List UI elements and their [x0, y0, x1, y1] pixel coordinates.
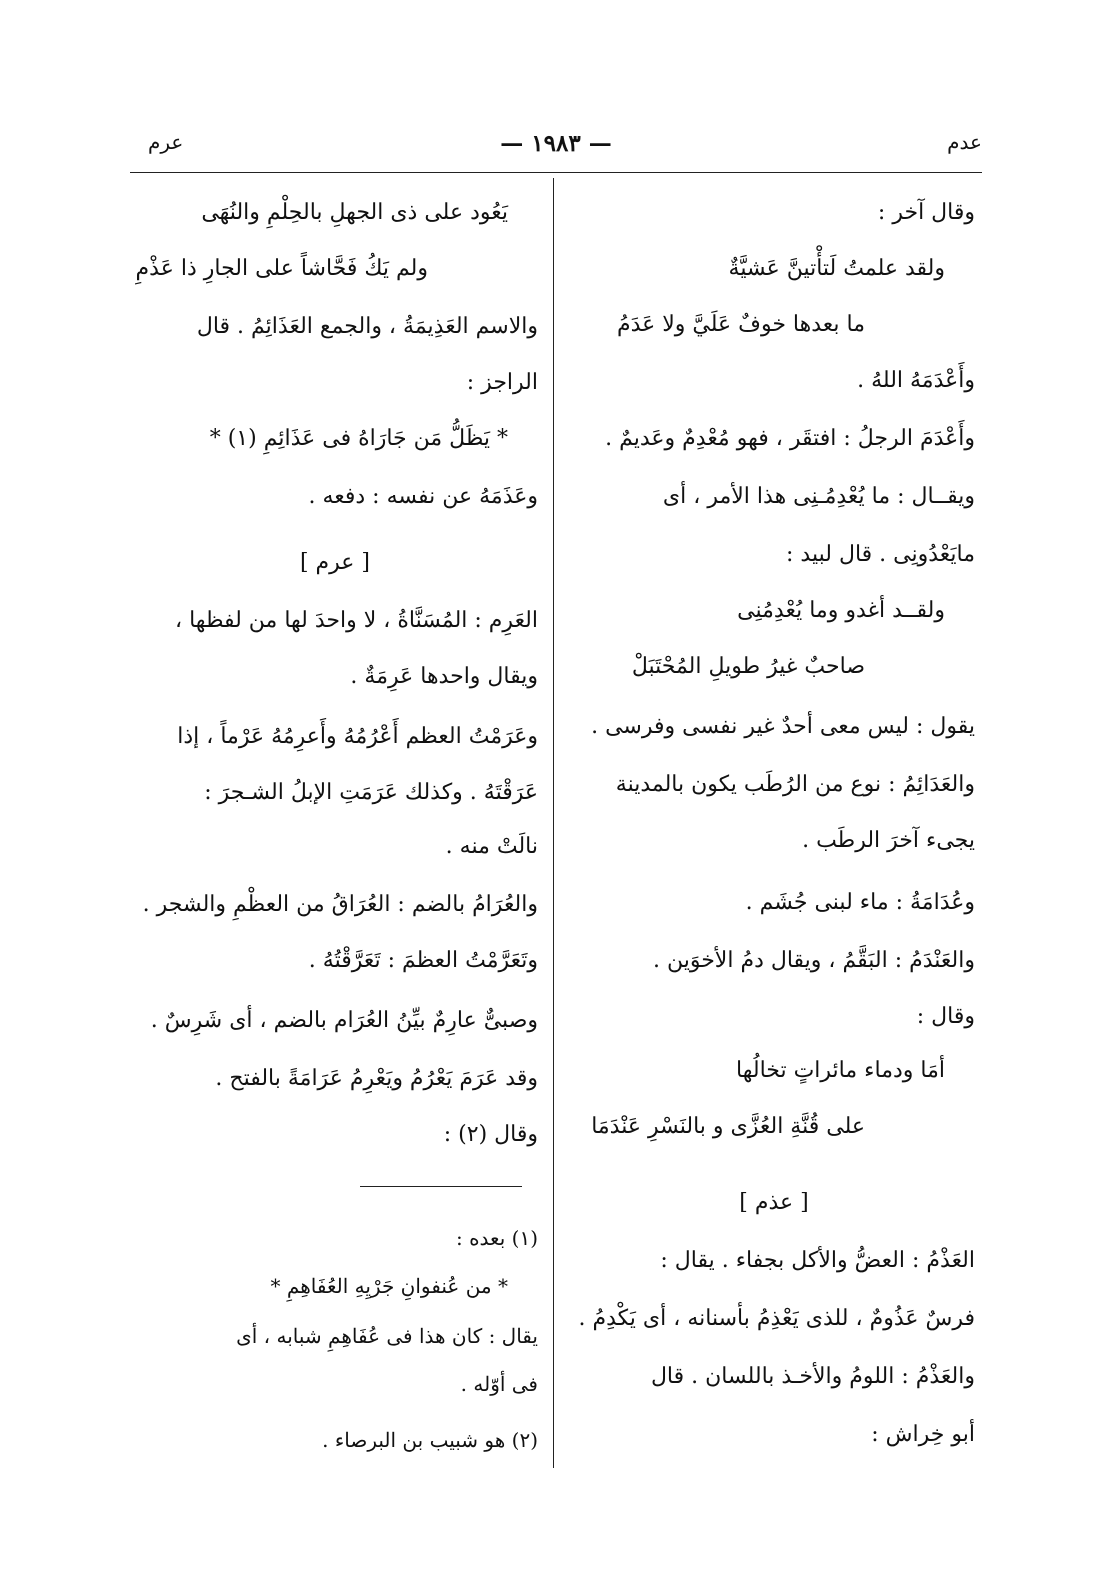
- footnote-line: (١) بعده :: [455, 1226, 538, 1250]
- text-line: العَذْمُ : العضُّ والأكل بجفاء . يقال :: [660, 1248, 975, 1273]
- text-line: فرسٌ عَذُومٌ ، للذى يَعْذِمُ بأسنانه ، أى يَكْدِمُ .: [578, 1306, 975, 1331]
- text-line: نالَتْ منه .: [445, 834, 538, 859]
- text-line: وقال (٢) :: [443, 1122, 538, 1147]
- text-line: والعُرَامُ بالضم : العُرَاقُ من العظْمِ والشجر .: [142, 892, 538, 917]
- section-heading: [ عذم ]: [739, 1190, 809, 1215]
- footnote-rule: [360, 1186, 522, 1187]
- verse-line: ولقــد أغدو وما يُعْدِمُنِى: [737, 598, 945, 623]
- footnote-line: فى أوّله .: [460, 1372, 538, 1396]
- text-line: والعَذْمُ : اللومُ والأخـذ باللسان . قال: [650, 1364, 975, 1389]
- header-left-word: عرم: [148, 130, 184, 154]
- text-line: يقول : ليس معى أحدٌ غير نفسى وفرسى .: [591, 714, 975, 739]
- verse-line: ما بعدها خوفٌ عَلَيَّ ولا عَدَمُ: [616, 312, 865, 337]
- text-line: والاسم العَذِيمَةُ ، والجمع العَذَائِمُ . قال: [196, 314, 538, 339]
- verse-line: ولقد علمتُ لَتأْتينَّ عَشيَّةٌ: [728, 256, 945, 281]
- section-heading: [ عرم ]: [299, 550, 371, 575]
- text-line: أبو خِراش :: [871, 1422, 975, 1447]
- verse-line: على قُنَّةِ العُزَّى و بالنَسْرِ عَنْدَمَا: [591, 1114, 865, 1139]
- text-line: مايَعْدُونِى . قال لبيد :: [786, 542, 975, 567]
- header-rule: [130, 172, 982, 173]
- text-line: وقال آخر :: [877, 200, 975, 225]
- verse-line: أمَا ودماء مائراتٍ تخالُها: [736, 1058, 945, 1083]
- text-line: وأَعْدَمَهُ اللهُ .: [857, 368, 975, 393]
- text-line: والعَنْدَمُ : البَقَّمُ ، ويقال دمُ الأخوَين .: [652, 948, 975, 973]
- footnote-line: * من عُنفوانِ جَرْيِهِ العُفَاهِمِ *: [270, 1274, 508, 1298]
- text-line: وعَرَمْتُ العظم أَعْرُمُهُ وأَعرِمُهُ عَرْماً ، إذا: [177, 724, 538, 749]
- text-line: وعُدَامَةُ : ماء لبنى جُشَم .: [745, 890, 975, 915]
- text-line: وأَعْدَمَ الرجلُ : افتقَر ، فهو مُعْدِمٌ وعَديمٌ .: [605, 426, 975, 451]
- text-line: عَرَقْتَهُ . وكذلك عَرَمَتِ الإبلُ الشـجرَ :: [204, 780, 538, 805]
- text-line: وصبىٌّ عارِمٌ بيِّنُ العُرَام بالضم ، أى شَرِسٌ .: [150, 1008, 538, 1033]
- verse-line: * يَظَلُّ مَن جَارَاهُ فى عَذَائِمِ (١) *: [209, 426, 508, 451]
- page-header: [130, 130, 982, 166]
- verse-line: صاحبٌ غيرُ طويلِ المُحْتَبَلْ: [631, 654, 865, 679]
- text-line: يجىء آخرَ الرطَب .: [802, 828, 975, 853]
- text-line: ويقــال : ما يُعْدِمُـنِى هذا الأمر ، أى: [662, 484, 975, 509]
- text-line: والعَدَائِمُ : نوع من الرُطَب يكون بالمدينة: [615, 772, 975, 797]
- text-line: ويقال واحدها عَرِمَةٌ .: [350, 664, 538, 689]
- text-line: وتَعَرَّمْتُ العظمَ : تَعَرَّقْتُهُ .: [308, 948, 538, 973]
- verse-line: يَعُود على ذى الجهلِ بالحِلْمِ والنُهَى: [201, 200, 508, 225]
- footnote-line: يقال : كان هذا فى عُفَاهِمِ شبابه ، أى: [236, 1324, 538, 1348]
- text-line: العَرِم : المُسَنَّاةُ ، لا واحدَ لها من لفظها ،: [175, 608, 538, 633]
- text-line: الراجز :: [466, 370, 538, 395]
- verse-line: ولم يَكُ فَحَّاشاً على الجارِ ذا عَذْمِ: [135, 256, 428, 281]
- footnote-line: (٢) هو شبيب بن البرصاء .: [322, 1428, 538, 1452]
- text-line: وقد عَرَمَ يَعْرُمُ ويَعْرِمُ عَرَامَةً بالفتح .: [215, 1066, 538, 1091]
- header-right-word: عدم: [947, 130, 982, 154]
- text-line: وقال :: [916, 1004, 975, 1029]
- column-divider: [553, 178, 554, 1468]
- page-number: — ١٩٨٣ —: [500, 130, 612, 157]
- text-line: وعَذَمَهُ عن نفسه : دفعه .: [308, 484, 538, 509]
